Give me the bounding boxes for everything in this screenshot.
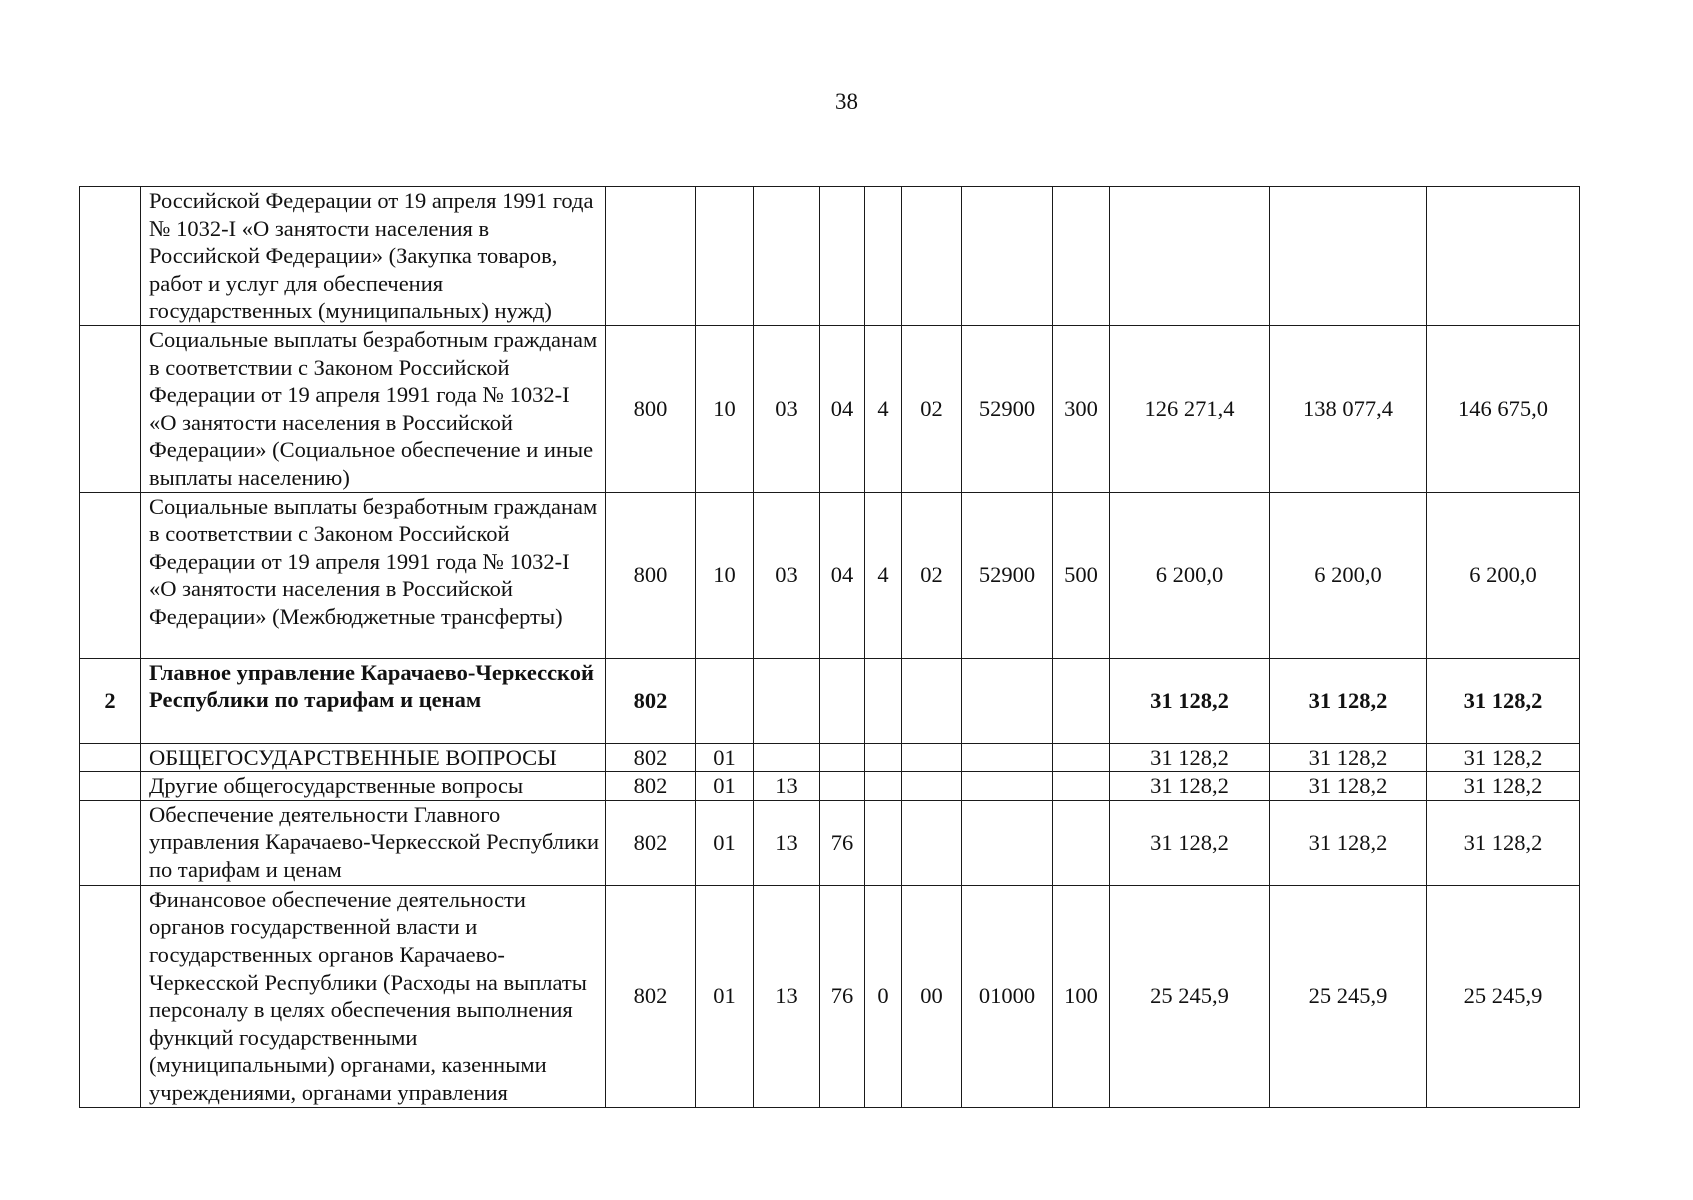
- event-code-cell: [902, 772, 962, 801]
- subsection-code-cell: [754, 743, 820, 772]
- section-code-cell: 01: [696, 800, 754, 885]
- ministry-code-cell: 800: [606, 326, 696, 493]
- event-code-cell: [902, 743, 962, 772]
- subprogram-code-cell: [865, 658, 902, 743]
- ministry-code-cell: 802: [606, 658, 696, 743]
- section-code-cell: 01: [696, 743, 754, 772]
- program-code-cell: [820, 187, 865, 326]
- direction-code-cell: [962, 743, 1053, 772]
- amount-year3-cell: 31 128,2: [1427, 658, 1580, 743]
- subprogram-code-cell: [865, 800, 902, 885]
- program-code-cell: [820, 658, 865, 743]
- table-row: [80, 772, 1580, 801]
- row-name-cell: Социальные выплаты безработным гражданам в соответствии с Законом Российской Федерации от 19 апреля 1991 года № 1032-I «О занятости населения в Российской Федерации» (Межбюджетные трансферты): [141, 492, 606, 658]
- amount-year3-cell: 31 128,2: [1427, 800, 1580, 885]
- amount-year2-cell: 6 200,0: [1270, 492, 1427, 658]
- table-row: [80, 800, 1580, 885]
- subprogram-code-cell: [865, 743, 902, 772]
- subprogram-code-cell: [865, 187, 902, 326]
- amount-year2-cell: 31 128,2: [1270, 658, 1427, 743]
- amount-year3-cell: 6 200,0: [1427, 492, 1580, 658]
- row-number-cell: [80, 492, 141, 658]
- amount-year2-cell: 138 077,4: [1270, 326, 1427, 493]
- section-code-cell: 10: [696, 492, 754, 658]
- program-code-cell: [820, 743, 865, 772]
- amount-year1-cell: 31 128,2: [1110, 772, 1270, 801]
- program-code-cell: 04: [820, 492, 865, 658]
- row-number-cell: [80, 187, 141, 326]
- program-code-cell: [820, 772, 865, 801]
- row-name-cell: Главное управление Карачаево-Черкесской Республики по тарифам и ценам: [141, 658, 606, 743]
- table-row: [80, 658, 1580, 743]
- row-number-cell: 2: [80, 658, 141, 743]
- event-code-cell: [902, 658, 962, 743]
- subsection-code-cell: 03: [754, 326, 820, 493]
- direction-code-cell: 52900: [962, 492, 1053, 658]
- amount-year1-cell: 31 128,2: [1110, 800, 1270, 885]
- expense-type-cell: [1053, 800, 1110, 885]
- amount-year3-cell: [1427, 187, 1580, 326]
- row-number-cell: [80, 772, 141, 801]
- event-code-cell: [902, 800, 962, 885]
- subprogram-code-cell: [865, 772, 902, 801]
- expense-type-cell: [1053, 658, 1110, 743]
- subprogram-code-cell: 4: [865, 326, 902, 493]
- row-name-cell: Финансовое обеспечение деятельности органов государственной власти и государственных органов Карачаево-Черкесской Республики (Расходы на выплаты персоналу в целях обеспечения выполнения функций государственными (муниципальными) органами, казенными учреждениями, органами управления: [141, 885, 606, 1107]
- amount-year2-cell: [1270, 187, 1427, 326]
- expense-type-cell: 500: [1053, 492, 1110, 658]
- row-number-cell: [80, 800, 141, 885]
- amount-year1-cell: 126 271,4: [1110, 326, 1270, 493]
- direction-code-cell: 52900: [962, 326, 1053, 493]
- subsection-code-cell: [754, 187, 820, 326]
- table-row: [80, 492, 1580, 658]
- program-code-cell: 76: [820, 800, 865, 885]
- ministry-code-cell: 802: [606, 885, 696, 1107]
- section-code-cell: 01: [696, 772, 754, 801]
- row-name-cell: Другие общегосударственные вопросы: [141, 772, 606, 801]
- page-number: 38: [835, 89, 858, 114]
- amount-year1-cell: 31 128,2: [1110, 743, 1270, 772]
- expense-type-cell: 100: [1053, 885, 1110, 1107]
- table-row: [80, 187, 1580, 326]
- table-row: [80, 743, 1580, 772]
- expense-type-cell: [1053, 743, 1110, 772]
- row-number-cell: [80, 326, 141, 493]
- amount-year1-cell: 6 200,0: [1110, 492, 1270, 658]
- expense-type-cell: 300: [1053, 326, 1110, 493]
- section-code-cell: 10: [696, 326, 754, 493]
- subprogram-code-cell: 0: [865, 885, 902, 1107]
- amount-year1-cell: 25 245,9: [1110, 885, 1270, 1107]
- ministry-code-cell: 802: [606, 800, 696, 885]
- section-code-cell: [696, 658, 754, 743]
- amount-year3-cell: 31 128,2: [1427, 772, 1580, 801]
- direction-code-cell: [962, 187, 1053, 326]
- direction-code-cell: [962, 800, 1053, 885]
- table-row: [80, 326, 1580, 493]
- budget-table: [79, 186, 1580, 1108]
- subsection-code-cell: 03: [754, 492, 820, 658]
- amount-year2-cell: 25 245,9: [1270, 885, 1427, 1107]
- amount-year2-cell: 31 128,2: [1270, 800, 1427, 885]
- section-code-cell: 01: [696, 885, 754, 1107]
- ministry-code-cell: 800: [606, 492, 696, 658]
- subsection-code-cell: 13: [754, 885, 820, 1107]
- subprogram-code-cell: 4: [865, 492, 902, 658]
- program-code-cell: 04: [820, 326, 865, 493]
- amount-year3-cell: 25 245,9: [1427, 885, 1580, 1107]
- direction-code-cell: [962, 658, 1053, 743]
- subsection-code-cell: 13: [754, 800, 820, 885]
- row-number-cell: [80, 743, 141, 772]
- event-code-cell: 02: [902, 492, 962, 658]
- amount-year1-cell: [1110, 187, 1270, 326]
- amount-year1-cell: 31 128,2: [1110, 658, 1270, 743]
- subsection-code-cell: [754, 658, 820, 743]
- row-name-cell: ОБЩЕГОСУДАРСТВЕННЫЕ ВОПРОСЫ: [141, 743, 606, 772]
- direction-code-cell: [962, 772, 1053, 801]
- expense-type-cell: [1053, 772, 1110, 801]
- ministry-code-cell: [606, 187, 696, 326]
- row-number-cell: [80, 885, 141, 1107]
- expense-type-cell: [1053, 187, 1110, 326]
- event-code-cell: 02: [902, 326, 962, 493]
- amount-year3-cell: 31 128,2: [1427, 743, 1580, 772]
- event-code-cell: 00: [902, 885, 962, 1107]
- amount-year2-cell: 31 128,2: [1270, 743, 1427, 772]
- amount-year2-cell: 31 128,2: [1270, 772, 1427, 801]
- subsection-code-cell: 13: [754, 772, 820, 801]
- section-code-cell: [696, 187, 754, 326]
- event-code-cell: [902, 187, 962, 326]
- amount-year3-cell: 146 675,0: [1427, 326, 1580, 493]
- row-name-cell: Российской Федерации от 19 апреля 1991 года № 1032-I «О занятости населения в Российской Федерации» (Закупка товаров, работ и услуг для обеспечения государственных (муниципальных) нужд): [141, 187, 606, 326]
- ministry-code-cell: 802: [606, 772, 696, 801]
- program-code-cell: 76: [820, 885, 865, 1107]
- table-row: [80, 885, 1580, 1107]
- row-name-cell: Социальные выплаты безработным гражданам в соответствии с Законом Российской Федерации от 19 апреля 1991 года № 1032-I «О занятости населения в Российской Федерации» (Социальное обеспечение и иные выплаты населению): [141, 326, 606, 493]
- row-name-cell: Обеспечение деятельности Главного управления Карачаево-Черкесской Республики по тарифам и ценам: [141, 800, 606, 885]
- ministry-code-cell: 802: [606, 743, 696, 772]
- direction-code-cell: 01000: [962, 885, 1053, 1107]
